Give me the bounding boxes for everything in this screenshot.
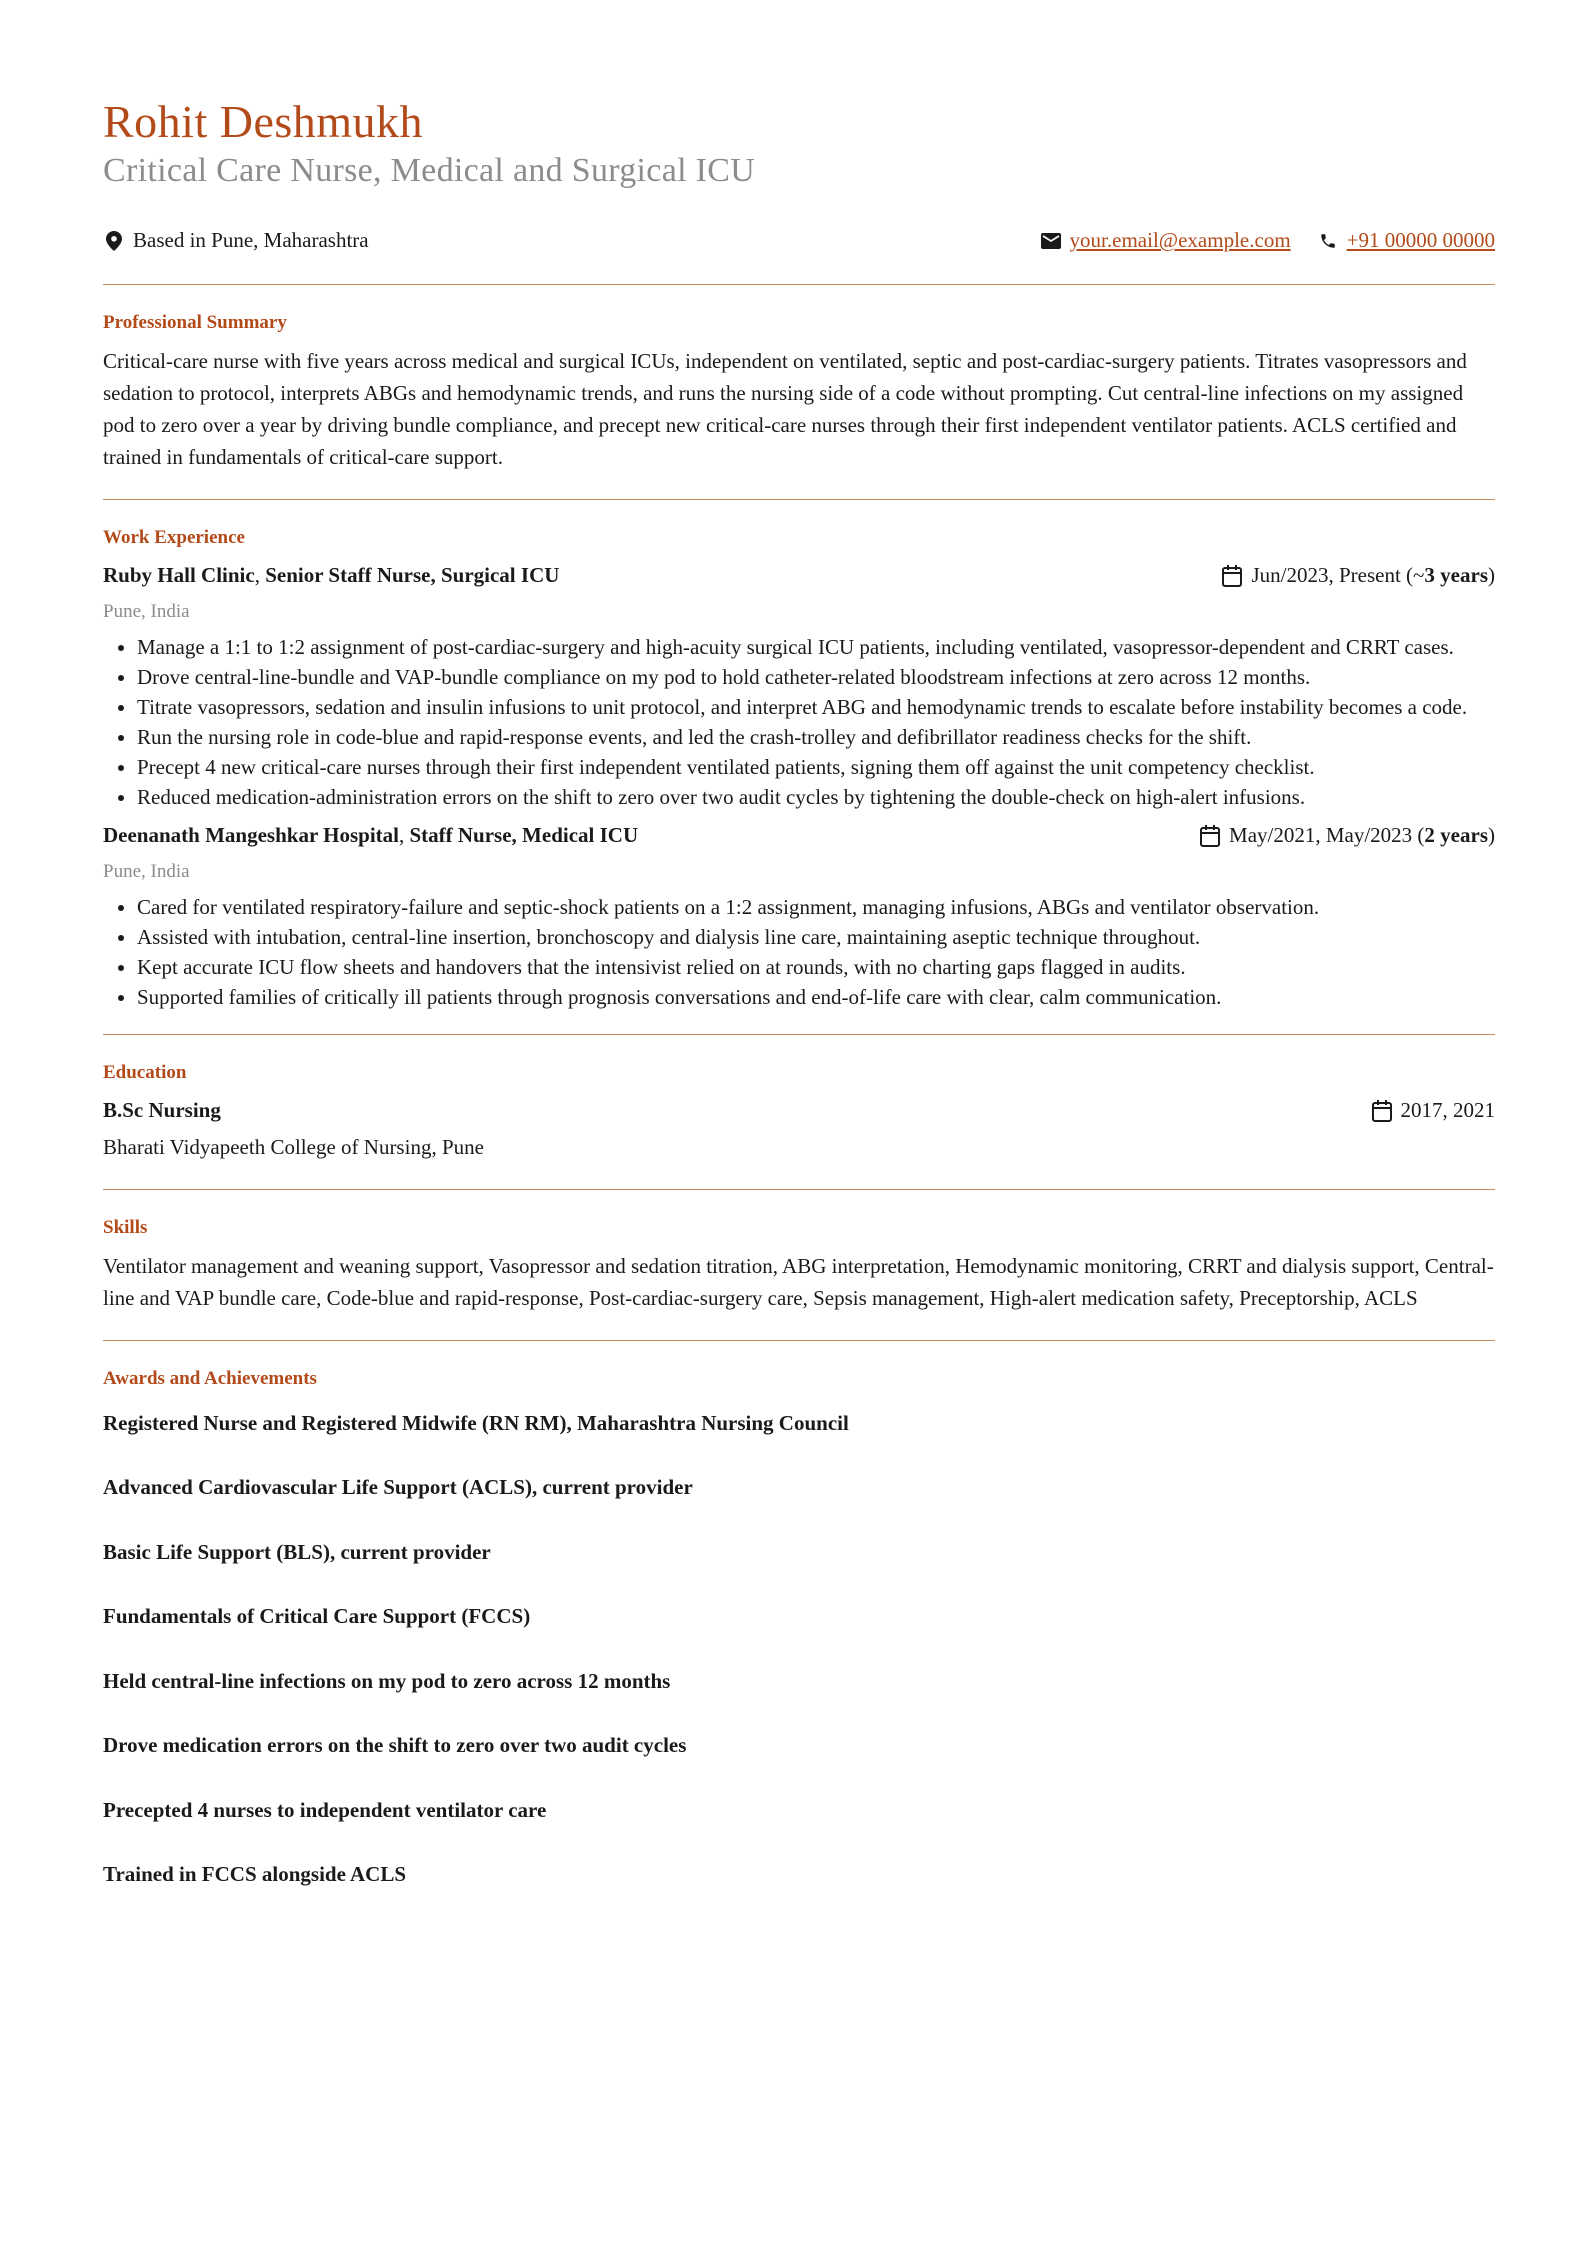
list-item: • Drove central-line-bundle and VAP-bundle compliance on my pod to hold catheter-related bloodstream infections at zero across 12 months. [137,662,1495,692]
phone-icon [1317,230,1339,252]
job-bullets [103,632,1495,812]
location-text: Based in Pune, Maharashtra [133,228,369,253]
date-close: ) [1488,563,1495,588]
award-item: Registered Nurse and Registered Midwife (RN RM), Maharashtra Nursing Council [103,1410,849,1435]
job-role: Senior Staff Nurse, Surgical ICU [265,563,560,588]
summary-section [103,285,1495,473]
education-section [103,1035,1495,1163]
degree-name: B.Sc Nursing [103,1098,221,1123]
map-pin-icon [103,230,125,252]
job-location: Pune, India [103,600,190,622]
section-heading: Work Experience [103,526,245,548]
candidate-name: Rohit Deshmukh [103,96,424,147]
calendar-icon [1221,565,1243,587]
phone-link[interactable]: +91 00000 00000 [1346,228,1495,253]
awards-section [103,1341,1495,1923]
job-entry [103,560,1495,812]
email-link[interactable]: your.email@example.com [1069,228,1291,253]
employer-name: Ruby Hall Clinic [103,563,255,588]
job-location: Pune, India [103,860,190,882]
candidate-title: Critical Care Nurse, Medical and Surgical ICU [103,151,756,189]
employer-name: Deenanath Mangeshkar Hospital [103,823,399,848]
job-entry [103,820,1495,1012]
award-item: Precepted 4 nurses to independent ventilator care [103,1797,547,1822]
award-item: Basic Life Support (BLS), current provider [103,1539,491,1564]
section-heading: Awards and Achievements [103,1367,317,1389]
job-title: Deenanath Mangeshkar Hospital, Staff Nurse, Medical ICU [103,823,639,848]
job-title: Ruby Hall Clinic, Senior Staff Nurse, Surgical ICU [103,563,560,588]
date-range: 2017, 2021 [1400,1098,1495,1123]
summary-text: Critical-care nurse with five years across medical and surgical ICUs, independent on ventilated, septic and post-cardiac-surgery patients. Titrates vasopressors and sedation to protocol, interprets ABGs and hemodynamic trends, and runs the nursing side of a code without prompting. Cut central-line infections on my assigned pod to zero over a year by driving bundle compliance, and precept new critical-care nurses through their first independent ventilator patients. ACLS certified and trained in fundamentals of critical-care support. [103,348,1467,469]
award-item: Fundamentals of Critical Care Support (FCCS) [103,1604,531,1629]
envelope-icon [1040,230,1062,252]
location-item [103,228,369,253]
award-item: Trained in FCCS alongside ACLS [103,1862,407,1887]
award-item: Drove medication errors on the shift to zero over two audit cycles [103,1733,687,1758]
list-item: • Assisted with intubation, central-line insertion, bronchoscopy and dialysis line care, maintaining aseptic technique throughout. [137,922,1495,952]
section-heading: Skills [103,1216,148,1238]
list-item: • Precept 4 new critical-care nurses through their first independent ventilated patients, signing them off against the unit competency checklist. [137,752,1495,782]
job-dates [1199,823,1495,848]
email-item[interactable] [1040,228,1291,253]
school-name: Bharati Vidyapeeth College of Nursing, Pune [103,1134,484,1159]
date-range: May/2021, May/2023 ( [1229,823,1425,848]
list-item: • Cared for ventilated respiratory-failure and septic-shock patients on a 1:2 assignment, managing infusions, ABGs and ventilator observation. [137,892,1495,922]
list-item: • Supported families of critically ill patients through prognosis conversations and end-of-life care with clear, calm communication. [137,982,1495,1012]
job-role: Staff Nurse, Medical ICU [409,823,639,848]
date-range: Jun/2023, Present (~ [1251,563,1425,588]
skills-section [103,1190,1495,1314]
education-dates [1371,1098,1496,1123]
list-item: • Kept accurate ICU flow sheets and handovers that the intensivist relied on at rounds, with no charting gaps flagged in audits. [137,952,1495,982]
duration: 2 years [1424,823,1488,848]
list-item: • Run the nursing role in code-blue and rapid-response events, and led the crash-trolley and defibrillator readiness checks for the shift. [137,722,1495,752]
award-item: Advanced Cardiovascular Life Support (ACLS), current provider [103,1475,693,1500]
section-heading: Professional Summary [103,311,287,333]
section-heading: Education [103,1061,187,1083]
calendar-icon [1199,825,1221,847]
list-item: • Reduced medication-administration errors on the shift to zero over two audit cycles by tightening the double-check on high-alert infusions. [137,782,1495,812]
resume-page [103,96,1495,1923]
phone-item[interactable] [1317,228,1495,253]
list-item: • Manage a 1:1 to 1:2 assignment of post-cardiac-surgery and high-acuity surgical ICU patients, including ventilated, vasopressor-dependent and CRRT cases. [137,632,1495,662]
contact-bar [103,226,1495,256]
award-item: Held central-line infections on my pod to zero across 12 months [103,1668,671,1693]
duration: 3 years [1424,563,1488,588]
skills-text: Ventilator management and weaning support, Vasopressor and sedation titration, ABG interpretation, Hemodynamic monitoring, CRRT and dialysis support, Central-line and VAP bundle care, Code-blue and rapid-response, Post-cardiac-surgery care, Sepsis management, High-alert medication safety, Preceptorship, ACLS [103,1253,1494,1310]
job-bullets [103,892,1495,1012]
calendar-icon [1371,1100,1393,1122]
date-close: ) [1488,823,1495,848]
experience-section [103,500,1495,1012]
job-dates [1221,563,1495,588]
list-item: • Titrate vasopressors, sedation and insulin infusions to unit protocol, and interpret ABG and hemodynamic trends to escalate before instability becomes a code. [137,692,1495,722]
